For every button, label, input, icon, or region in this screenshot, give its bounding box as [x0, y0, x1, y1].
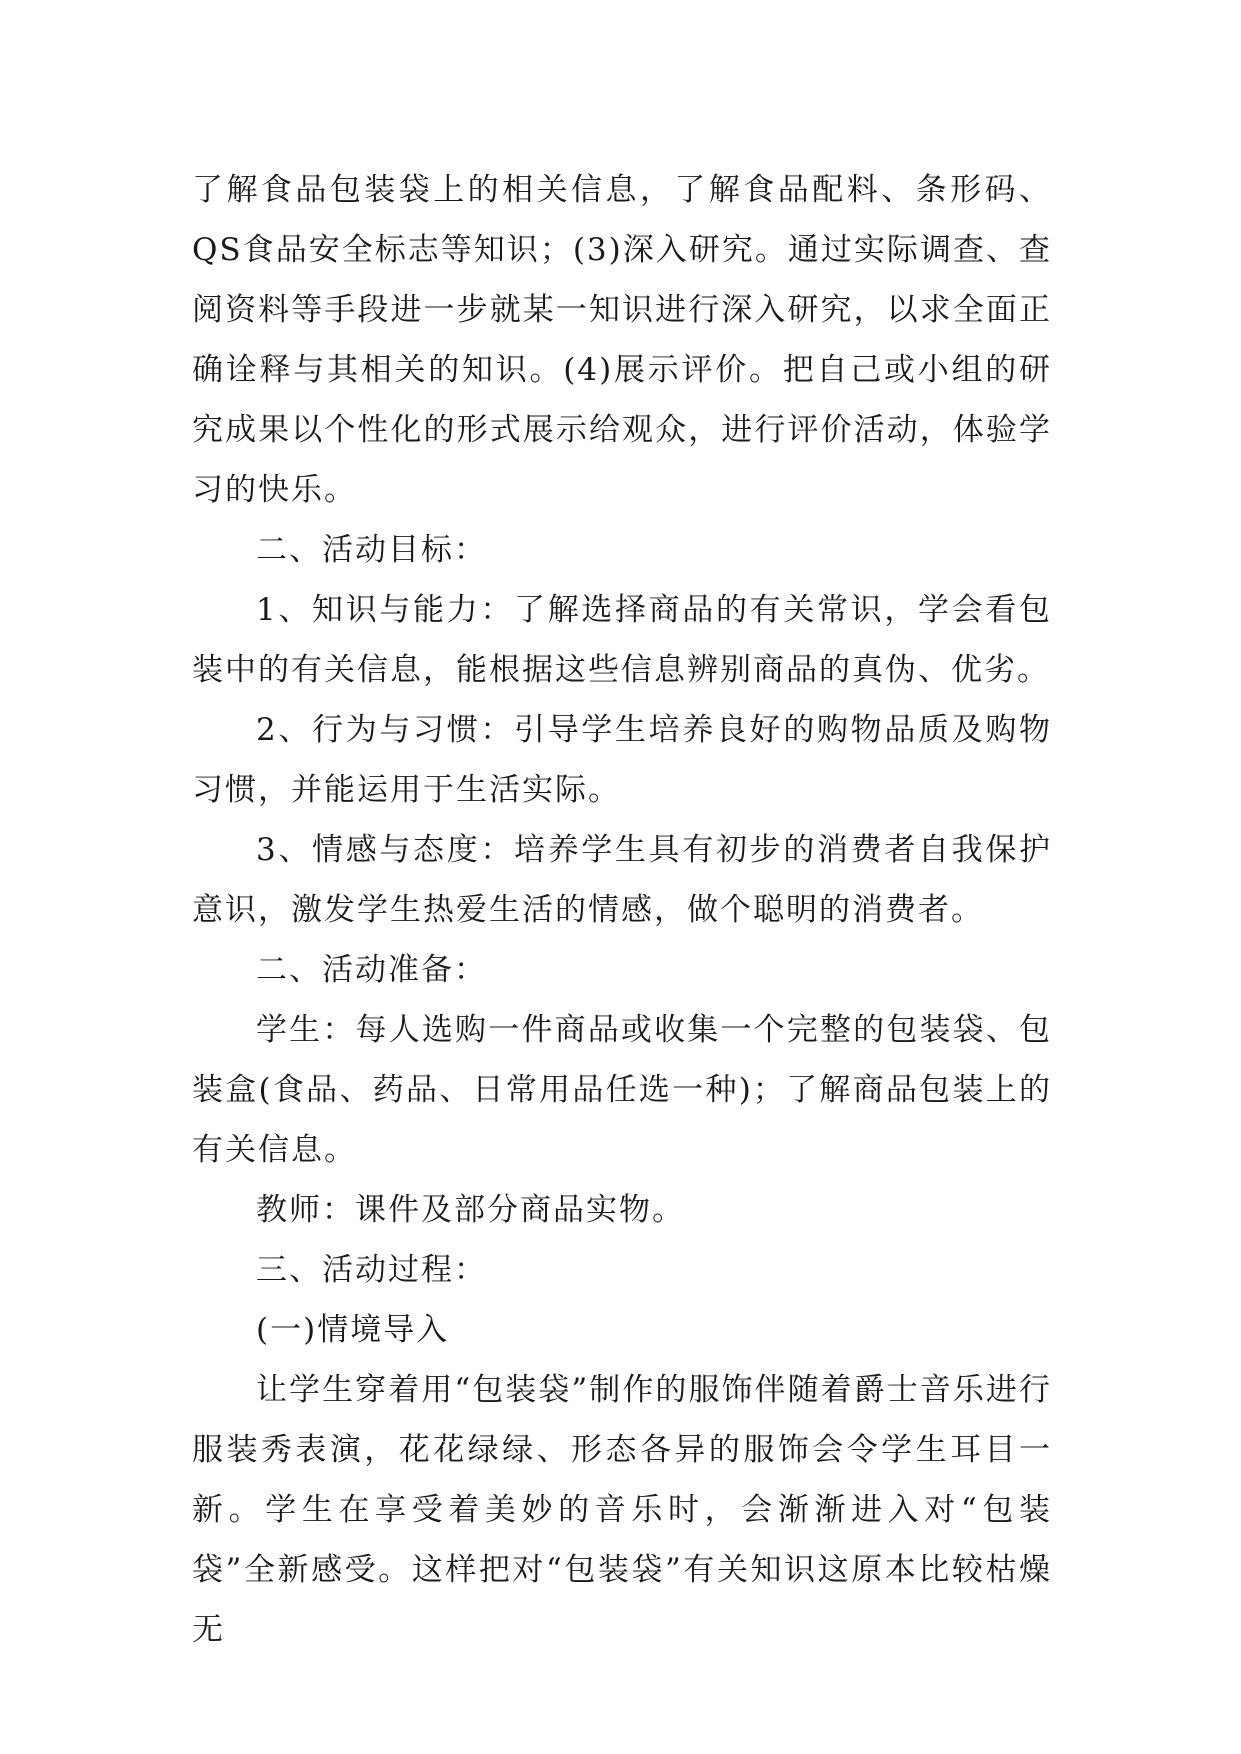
- paragraph-prep-students: 学生：每人选购一件商品或收集一个完整的包装袋、包装盒(食品、药品、日常用品任选一种)；了解商品包装上的有关信息。: [192, 1012, 1052, 1168]
- paragraph-scenario-intro: 让学生穿着用“包装袋”制作的服饰伴随着爵士音乐进行服装秀表演，花花绿绿、形态各异的服饰会令学生耳目一新。学生在享受着美妙的音乐时，会渐渐进入对“包装袋”全新感受。这样把对“包装袋”有关知识这原本比较枯燥无: [192, 1372, 1052, 1648]
- heading-activity-goals: 二、活动目标：: [256, 532, 487, 568]
- heading-activity-prep: 二、活动准备：: [256, 952, 487, 988]
- document-body: [192, 160, 1052, 1660]
- paragraph-goal-knowledge: 1、知识与能力：了解选择商品的有关常识，学会看包装中的有关信息，能根据这些信息辨别商品的真伪、优劣。: [192, 592, 1052, 688]
- paragraph-goal-emotion: 3、情感与态度：培养学生具有初步的消费者自我保护意识，激发学生热爱生活的情感，做个聪明的消费者。: [192, 832, 1052, 928]
- paragraph-goal-behavior: 2、行为与习惯：引导学生培养良好的购物品质及购物习惯，并能运用于生活实际。: [192, 712, 1052, 808]
- paragraph-research-steps: 了解食品包装袋上的相关信息，了解食品配料、条形码、QS食品安全标志等知识；(3)深入研究。通过实际调查、查阅资料等手段进一步就某一知识进行深入研究，以求全面正确诠释与其相关的知识。(4)展示评价。把自己或小组的研究成果以个性化的形式展示给观众，进行评价活动，体验学习的快乐。: [192, 172, 1052, 508]
- paragraph-prep-teacher: 教师：课件及部分商品实物。: [256, 1192, 685, 1228]
- heading-activity-process: 三、活动过程：: [256, 1252, 487, 1288]
- subheading-scenario-intro: (一)情境导入: [256, 1312, 450, 1348]
